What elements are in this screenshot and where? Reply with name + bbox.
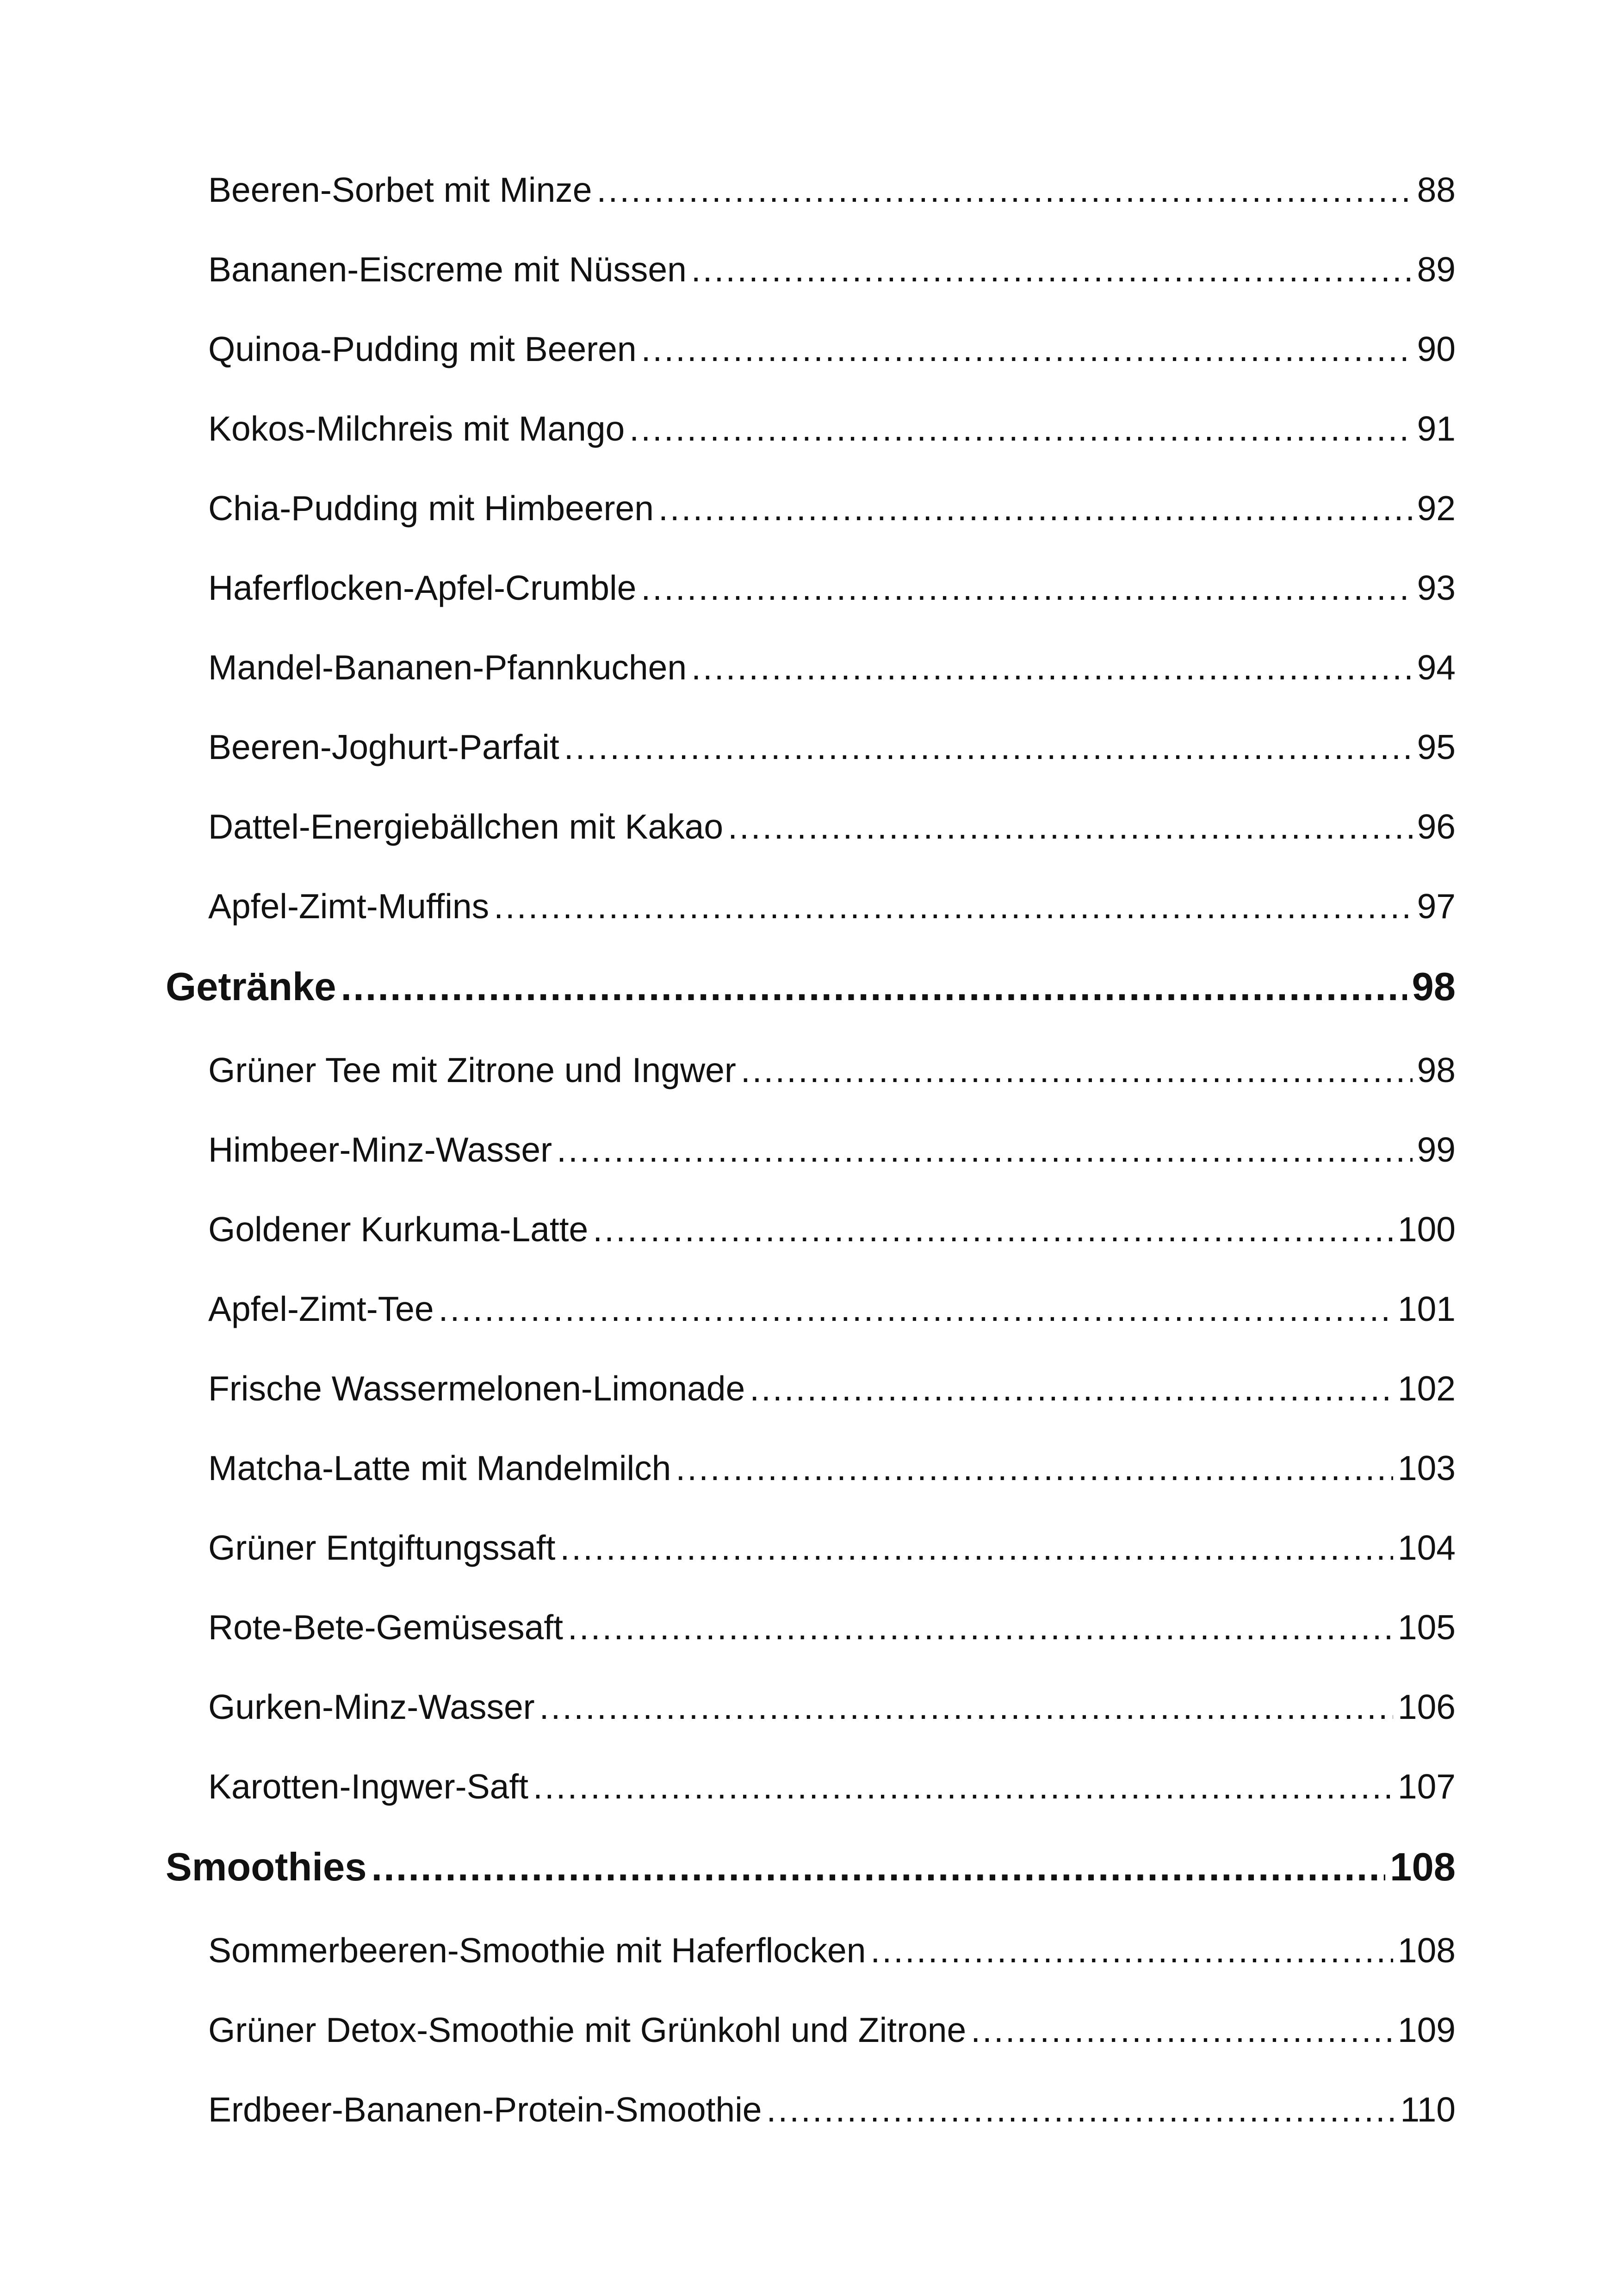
dot-leader xyxy=(691,642,1412,693)
toc-entry-page: 90 xyxy=(1417,330,1456,368)
toc-entry[interactable] xyxy=(208,1124,1456,1175)
dot-leader xyxy=(741,1045,1413,1095)
toc-entry-title: Matcha-Latte mit Mandelmilch xyxy=(208,1449,671,1487)
toc-entry-page: 105 xyxy=(1397,1608,1456,1647)
toc-entry-page: 107 xyxy=(1397,1767,1456,1806)
toc-entry-title: Himbeer-Minz-Wasser xyxy=(208,1130,552,1169)
toc-entry[interactable] xyxy=(208,483,1456,534)
toc-entry-title: Erdbeer-Bananen-Protein-Smoothie xyxy=(208,2090,762,2129)
toc-entry-title: Bananen-Eiscreme mit Nüssen xyxy=(208,250,687,289)
toc-entry[interactable] xyxy=(208,324,1456,374)
toc-entry-page: 110 xyxy=(1400,2090,1456,2129)
toc-entry-page: 88 xyxy=(1417,170,1456,209)
toc-entry[interactable] xyxy=(208,1443,1456,1493)
dot-leader xyxy=(439,1283,1393,1334)
toc-entry-page: 109 xyxy=(1397,2010,1456,2049)
dot-leader xyxy=(564,722,1413,772)
toc-entry[interactable] xyxy=(208,1761,1456,1812)
toc-entry[interactable] xyxy=(208,2004,1456,2055)
toc-entry[interactable] xyxy=(208,2084,1456,2135)
dot-leader xyxy=(533,1761,1393,1812)
toc-entry-page: 106 xyxy=(1397,1687,1456,1726)
dot-leader xyxy=(728,801,1412,852)
toc-entry-title: Mandel-Bananen-Pfannkuchen xyxy=(208,648,687,687)
toc-entry-title: Quinoa-Pudding mit Beeren xyxy=(208,330,637,368)
toc-entry-page: 93 xyxy=(1417,568,1456,607)
toc-entry[interactable] xyxy=(208,722,1456,772)
toc-entry[interactable] xyxy=(208,403,1456,454)
dot-leader xyxy=(568,1602,1393,1653)
dot-leader xyxy=(597,164,1413,215)
dot-leader xyxy=(494,881,1412,932)
toc-entry-title: Apfel-Zimt-Muffins xyxy=(208,887,490,926)
toc-entry-title: Goldener Kurkuma-Latte xyxy=(208,1210,589,1249)
dot-leader xyxy=(658,483,1413,534)
toc-entry-page: 95 xyxy=(1417,728,1456,766)
toc-entry[interactable] xyxy=(208,1925,1456,1976)
dot-leader xyxy=(676,1443,1393,1493)
toc-entry[interactable] xyxy=(208,1045,1456,1095)
toc-entry[interactable] xyxy=(208,562,1456,613)
dot-leader xyxy=(539,1681,1393,1732)
toc-chapter-heading[interactable] xyxy=(166,1840,1456,1895)
toc-entry[interactable] xyxy=(208,801,1456,852)
toc-entry-page: 101 xyxy=(1397,1289,1456,1328)
toc-chapter-page: 108 xyxy=(1390,1845,1456,1889)
toc-entry-page: 91 xyxy=(1417,409,1456,448)
toc-entry[interactable] xyxy=(208,881,1456,932)
toc-entry-page: 97 xyxy=(1417,887,1456,926)
toc-entry-page: 104 xyxy=(1397,1528,1456,1567)
toc-chapter-page: 98 xyxy=(1412,965,1456,1009)
toc-entry[interactable] xyxy=(208,642,1456,693)
dot-leader xyxy=(641,324,1413,374)
toc-entry-page: 99 xyxy=(1417,1130,1456,1169)
dot-leader xyxy=(767,2084,1396,2135)
dot-leader xyxy=(870,1925,1393,1976)
dot-leader xyxy=(372,1840,1386,1895)
dot-leader xyxy=(629,403,1412,454)
toc-entry-title: Haferflocken-Apfel-Crumble xyxy=(208,568,637,607)
toc-entry-title: Grüner Detox-Smoothie mit Grünkohl und Zitrone xyxy=(208,2010,967,2049)
toc-chapter-title: Smoothies xyxy=(166,1845,367,1889)
toc-entry-page: 102 xyxy=(1397,1369,1456,1408)
toc-entry-title: Karotten-Ingwer-Saft xyxy=(208,1767,528,1806)
toc-entry[interactable] xyxy=(208,164,1456,215)
toc-entry-title: Chia-Pudding mit Himbeeren xyxy=(208,489,654,528)
dot-leader xyxy=(971,2004,1393,2055)
toc-entry-page: 96 xyxy=(1417,807,1456,846)
toc-entry-page: 103 xyxy=(1397,1449,1456,1487)
toc-entry-page: 94 xyxy=(1417,648,1456,687)
toc-entry[interactable] xyxy=(208,1681,1456,1732)
toc-entry[interactable] xyxy=(208,1204,1456,1255)
toc-entry-title: Frische Wassermelonen-Limonade xyxy=(208,1369,745,1408)
toc-chapter-title: Getränke xyxy=(166,965,336,1009)
toc-entry-title: Beeren-Sorbet mit Minze xyxy=(208,170,592,209)
dot-leader xyxy=(341,959,1407,1015)
toc-entry-title: Grüner Entgiftungssaft xyxy=(208,1528,556,1567)
toc-entry-page: 89 xyxy=(1417,250,1456,289)
toc-entry-title: Beeren-Joghurt-Parfait xyxy=(208,728,559,766)
toc-entry-title: Grüner Tee mit Zitrone und Ingwer xyxy=(208,1051,736,1089)
dot-leader xyxy=(641,562,1412,613)
toc-entry-title: Kokos-Milchreis mit Mango xyxy=(208,409,625,448)
toc-entry[interactable] xyxy=(208,244,1456,295)
toc-entry-page: 92 xyxy=(1417,489,1456,528)
toc-chapter-heading[interactable] xyxy=(166,959,1456,1015)
toc-entry[interactable] xyxy=(208,1522,1456,1573)
dot-leader xyxy=(560,1522,1393,1573)
dot-leader xyxy=(750,1363,1393,1414)
dot-leader xyxy=(557,1124,1412,1175)
dot-leader xyxy=(691,244,1413,295)
toc-entry[interactable] xyxy=(208,1602,1456,1653)
toc-entry-title: Dattel-Energiebällchen mit Kakao xyxy=(208,807,724,846)
toc-entry-title: Rote-Bete-Gemüsesaft xyxy=(208,1608,563,1647)
toc-entry-title: Gurken-Minz-Wasser xyxy=(208,1687,535,1726)
toc-entry-page: 108 xyxy=(1397,1931,1456,1970)
toc-entry-page: 100 xyxy=(1397,1210,1456,1249)
toc-entry-page: 98 xyxy=(1417,1051,1456,1089)
toc-entry[interactable] xyxy=(208,1283,1456,1334)
toc-entry-title: Sommerbeeren-Smoothie mit Haferflocken xyxy=(208,1931,866,1970)
dot-leader xyxy=(593,1204,1393,1255)
toc-entry-title: Apfel-Zimt-Tee xyxy=(208,1289,434,1328)
toc-entry[interactable] xyxy=(208,1363,1456,1414)
